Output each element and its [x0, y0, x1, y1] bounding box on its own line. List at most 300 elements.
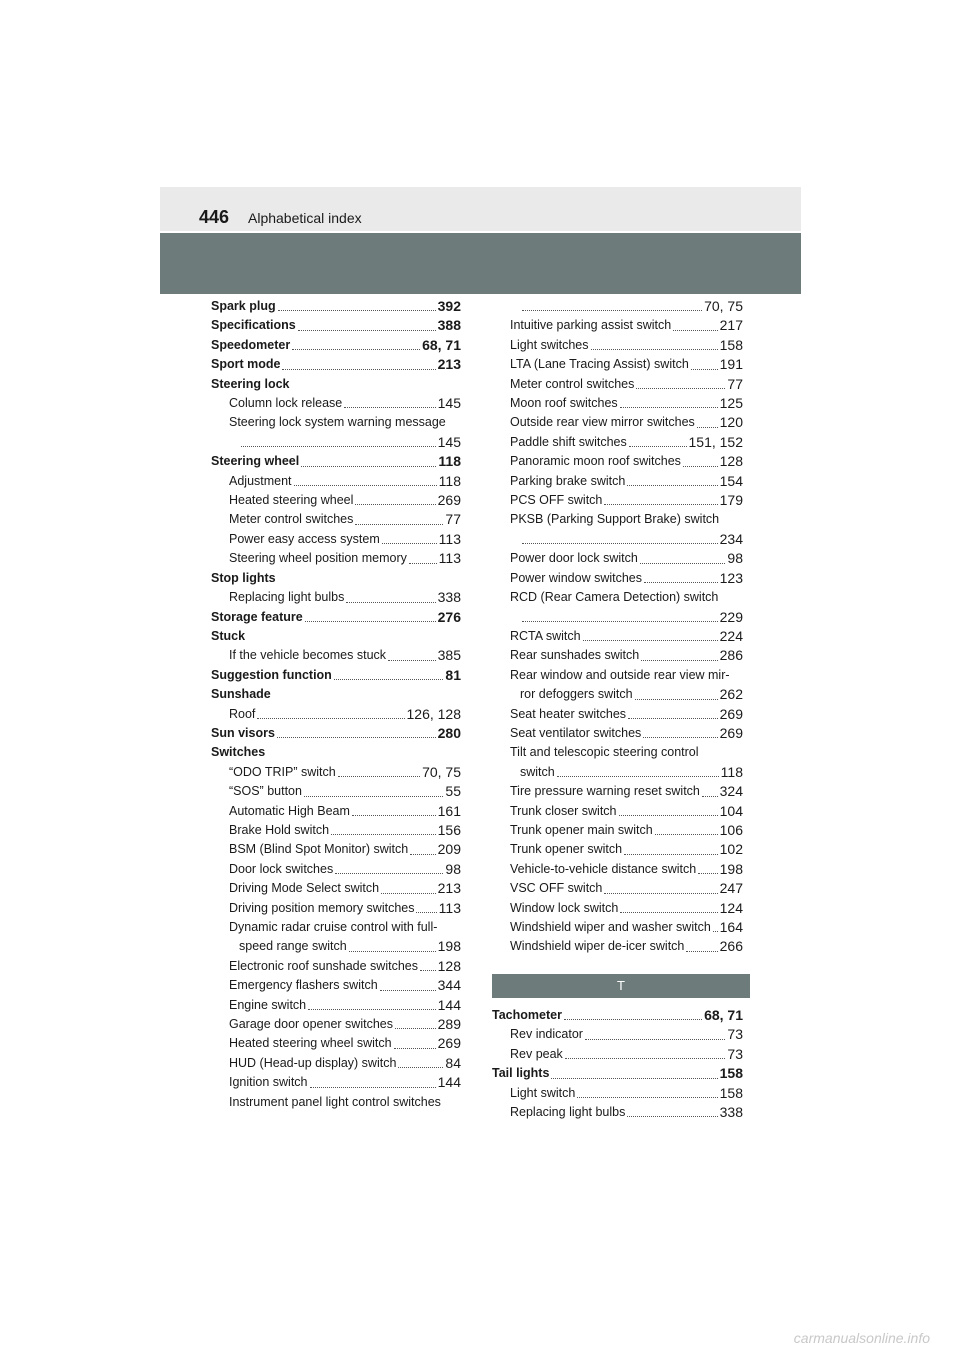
entry-term: PCS OFF switch — [510, 493, 603, 508]
dot-leader — [643, 737, 717, 738]
entry-term: Driving Mode Select switch — [229, 881, 380, 896]
entry-term: Heated steering wheel switch — [229, 1036, 392, 1051]
dot-leader — [301, 466, 436, 467]
entry-term: Meter control switches — [510, 376, 635, 391]
entry-term: Sunshade — [211, 687, 271, 702]
dot-leader — [577, 1097, 717, 1098]
entry-term: Speedometer — [211, 337, 291, 352]
entry-page-link[interactable]: 125 — [719, 395, 743, 412]
entry-page-link[interactable]: 269 — [437, 1035, 461, 1052]
entry-term: Rev indicator — [510, 1027, 583, 1042]
entry-term: speed range switch — [239, 939, 347, 954]
index-entry — [492, 763, 743, 782]
entry-term: Engine switch — [229, 997, 307, 1012]
entry-term: Power window switches — [510, 570, 642, 585]
index-entry — [492, 316, 743, 335]
index-entry — [492, 743, 743, 762]
entry-term: PKSB (Parking Support Brake) switch — [510, 512, 720, 527]
entry-page-link[interactable]: 77 — [727, 375, 743, 392]
entry-page-link[interactable]: 113 — [438, 530, 461, 547]
index-entry — [492, 472, 743, 491]
entry-page-link[interactable]: 164 — [719, 919, 743, 935]
entry-page-link[interactable]: 102 — [719, 841, 743, 858]
entry-page-link[interactable]: 388 — [437, 317, 461, 334]
entry-term: Heated steering wheel — [229, 493, 354, 508]
entry-term: Tilt and telescopic steering control — [510, 745, 699, 760]
entry-page-link[interactable]: 344 — [437, 977, 461, 994]
entry-page-link[interactable]: 144 — [437, 996, 461, 1013]
entry-term: Tail lights — [492, 1066, 550, 1081]
entry-page-link[interactable]: 77 — [445, 511, 461, 528]
dot-leader — [292, 349, 420, 350]
entry-page-link[interactable]: 234 — [719, 530, 743, 547]
dot-leader — [697, 427, 718, 428]
entry-term: Windshield wiper de-icer switch — [510, 939, 685, 954]
dot-leader — [331, 834, 436, 835]
entry-page-link[interactable]: 118 — [720, 763, 743, 780]
dot-leader — [522, 310, 702, 311]
entry-term: Door lock switches — [229, 861, 334, 876]
entry-page-link[interactable]: 266 — [719, 938, 743, 955]
index-entry — [492, 355, 743, 374]
index-entry — [492, 530, 743, 549]
index-entry — [211, 413, 461, 432]
entry-term: Stop lights — [211, 570, 276, 585]
entry-term: Power easy access system — [229, 531, 380, 546]
entry-term: RCD (Rear Camera Detection) switch — [510, 590, 719, 605]
index-entry — [492, 782, 743, 801]
index-entry — [492, 879, 743, 898]
entry-term: Windshield wiper and washer switch — [510, 920, 711, 934]
entry-term: Emergency flashers switch — [229, 978, 378, 993]
entry-term: If the vehicle becomes stuck — [229, 648, 387, 663]
entry-term: Roof — [229, 706, 256, 721]
index-entry — [492, 899, 743, 918]
index-entry — [211, 763, 461, 782]
dot-leader — [420, 970, 436, 971]
entry-term: Trunk closer switch — [510, 803, 617, 818]
dot-leader — [278, 310, 436, 311]
entry-page-link[interactable]: 262 — [719, 686, 743, 703]
index-right-column — [492, 297, 743, 957]
index-entry — [211, 569, 461, 588]
entry-page-link[interactable]: 113 — [438, 899, 461, 916]
dot-leader — [604, 893, 717, 894]
entry-page-link[interactable]: 156 — [437, 821, 461, 838]
index-entry — [492, 588, 743, 607]
entry-term: BSM (Blind Spot Monitor) switch — [229, 842, 409, 857]
entry-page-link[interactable]: 338 — [719, 1104, 743, 1121]
entry-page-link[interactable]: 73 — [727, 1045, 743, 1062]
entry-term: Steering wheel position memory — [229, 551, 407, 566]
index-entry — [211, 666, 461, 685]
index-entry — [211, 937, 461, 956]
entry-term: Window lock switch — [510, 900, 619, 915]
page-number: 446 — [199, 207, 230, 227]
index-entry — [211, 627, 461, 646]
index-entry — [211, 375, 461, 394]
entry-term: VSC OFF switch — [510, 881, 603, 896]
index-entry — [211, 608, 461, 627]
index-entry — [492, 1006, 743, 1025]
entry-term: Intuitive parking assist switch — [510, 318, 672, 333]
index-entry — [211, 1093, 461, 1112]
entry-page-link[interactable]: 154 — [719, 472, 743, 489]
entry-page-link[interactable]: 126, 128 — [406, 705, 461, 722]
index-entry — [492, 724, 743, 743]
dot-leader — [591, 349, 718, 350]
dot-leader — [636, 388, 725, 389]
index-entry — [492, 608, 743, 627]
dot-leader — [565, 1058, 726, 1059]
entry-term: Suggestion function — [211, 667, 332, 682]
index-entry — [211, 452, 461, 471]
entry-term: Seat ventilator switches — [510, 725, 642, 740]
dot-leader — [388, 660, 436, 661]
entry-page-link[interactable]: 280 — [437, 724, 461, 741]
index-entry — [492, 549, 743, 568]
entry-term: Adjustment — [229, 473, 292, 488]
index-entry — [211, 976, 461, 995]
dot-leader — [305, 621, 436, 622]
index-entry — [211, 840, 461, 859]
dot-leader — [564, 1019, 702, 1020]
entry-page-link[interactable]: 385 — [437, 647, 461, 664]
entry-term: Storage feature — [211, 609, 303, 624]
entry-page-link[interactable]: 70, 75 — [422, 763, 461, 780]
entry-page-link[interactable]: 104 — [719, 802, 743, 819]
dot-leader — [641, 660, 717, 661]
dot-leader — [627, 1116, 717, 1117]
dot-leader — [683, 466, 718, 467]
entry-term: Sun visors — [211, 725, 275, 740]
entry-term: Brake Hold switch — [229, 822, 330, 837]
index-entry — [492, 802, 743, 821]
entry-page-link[interactable]: 198 — [719, 860, 743, 877]
entry-term: Panoramic moon roof switches — [510, 454, 681, 469]
dot-leader — [713, 931, 718, 932]
index-t-section — [492, 1006, 743, 1122]
entry-term: Seat heater switches — [510, 706, 627, 721]
dot-leader — [702, 796, 718, 797]
dot-leader — [241, 446, 436, 447]
dot-leader — [277, 737, 436, 738]
index-entry — [492, 937, 743, 956]
index-entry — [492, 666, 743, 685]
dot-leader — [282, 369, 435, 370]
entry-term: Power door lock switch — [510, 551, 638, 566]
dot-leader — [620, 407, 718, 408]
index-entry — [211, 1034, 461, 1053]
entry-page-link[interactable]: 151, 152 — [688, 433, 743, 450]
index-entry — [492, 375, 743, 394]
entry-page-link[interactable]: 98 — [727, 550, 743, 567]
index-entry — [492, 297, 743, 316]
entry-page-link[interactable]: 286 — [719, 647, 743, 664]
entry-page-link[interactable]: 276 — [437, 608, 461, 625]
entry-term: Light switches — [510, 337, 589, 352]
index-entry — [492, 821, 743, 840]
watermark: carmanualsonline.info — [793, 1330, 930, 1346]
entry-page-link[interactable]: 128 — [719, 453, 743, 470]
dot-leader — [298, 330, 436, 331]
entry-term: Replacing light bulbs — [229, 590, 345, 605]
dot-leader — [394, 1048, 436, 1049]
dot-leader — [585, 1039, 725, 1040]
entry-term: Outside rear view mirror switches — [510, 415, 695, 430]
index-entry — [492, 1103, 743, 1122]
index-entry — [492, 860, 743, 879]
entry-term: Tachometer — [492, 1008, 562, 1022]
index-entry — [211, 743, 461, 762]
entry-term: Automatic High Beam — [229, 803, 350, 818]
entry-term: Garage door opener switches — [229, 1017, 393, 1032]
index-entry — [492, 705, 743, 724]
dot-leader — [604, 504, 717, 505]
entry-term: Rear sunshades switch — [510, 648, 640, 663]
index-entry — [211, 1054, 461, 1073]
index-entry — [211, 918, 461, 937]
entry-term: Steering lock — [211, 376, 290, 391]
index-entry — [492, 569, 743, 588]
dot-leader — [257, 718, 404, 719]
index-entry — [492, 510, 743, 529]
dot-leader — [349, 951, 436, 952]
index-entry — [492, 840, 743, 859]
entry-page-link[interactable]: 161 — [437, 802, 461, 819]
index-entry — [211, 705, 461, 724]
dot-leader — [619, 815, 718, 816]
entry-page-link[interactable]: 158 — [719, 336, 743, 353]
letter-heading-t: T — [492, 974, 750, 998]
entry-page-link[interactable]: 106 — [719, 821, 743, 838]
index-entry — [211, 316, 461, 335]
index-entry — [492, 627, 743, 646]
dot-leader — [691, 369, 718, 370]
index-entry — [211, 860, 461, 879]
dot-leader — [310, 1087, 436, 1088]
dot-leader — [698, 873, 717, 874]
entry-term: Steering lock system warning message — [229, 415, 446, 430]
entry-page-link[interactable]: 229 — [719, 608, 743, 625]
dot-leader — [338, 776, 420, 777]
dot-leader — [673, 330, 717, 331]
index-entry — [492, 394, 743, 413]
dot-leader — [344, 407, 435, 408]
entry-term: Driving position memory switches — [229, 900, 415, 915]
entry-term: Instrument panel light control switches — [229, 1094, 441, 1109]
index-entry — [211, 588, 461, 607]
dot-leader — [335, 873, 443, 874]
entry-term: HUD (Head-up display) switch — [229, 1055, 397, 1070]
index-entry — [211, 336, 461, 355]
entry-page-link[interactable]: 118 — [438, 453, 461, 470]
index-entry — [211, 821, 461, 840]
dot-leader — [346, 602, 435, 603]
entry-term: Steering wheel — [211, 454, 300, 469]
entry-page-link[interactable]: 269 — [437, 492, 461, 509]
entry-page-link[interactable]: 179 — [719, 492, 743, 509]
entry-page-link[interactable]: 158 — [719, 1065, 743, 1082]
entry-page-link[interactable]: 84 — [445, 1054, 461, 1071]
dot-leader — [334, 679, 444, 680]
entry-term: Light switch — [510, 1085, 576, 1100]
index-entry — [211, 549, 461, 568]
entry-term: Trunk opener switch — [510, 842, 623, 857]
entry-page-link[interactable]: 158 — [719, 1084, 743, 1101]
entry-page-link[interactable]: 55 — [445, 783, 461, 800]
entry-term: LTA (Lane Tracing Assist) switch — [510, 357, 689, 372]
entry-term: Sport mode — [211, 357, 281, 372]
entry-term: Dynamic radar cruise control with full- — [229, 920, 438, 934]
index-entry — [492, 1064, 743, 1083]
entry-page-link[interactable]: 81 — [445, 666, 461, 683]
index-entry — [492, 336, 743, 355]
dot-leader — [381, 893, 436, 894]
index-entry — [492, 452, 743, 471]
entry-page-link[interactable]: 213 — [437, 880, 461, 897]
entry-page-link[interactable]: 145 — [437, 433, 461, 450]
entry-term: “ODO TRIP” switch — [229, 764, 336, 779]
dot-leader — [380, 990, 436, 991]
dot-leader — [416, 912, 436, 913]
entry-term: Trunk opener main switch — [510, 822, 653, 837]
index-entry — [211, 782, 461, 801]
index-entry — [492, 433, 743, 452]
entry-term: Paddle shift switches — [510, 434, 627, 449]
dot-leader — [551, 1078, 717, 1079]
index-entry — [211, 510, 461, 529]
dot-leader — [655, 834, 718, 835]
entry-term: Electronic roof sunshade switches — [229, 958, 418, 973]
index-entry — [492, 1025, 743, 1044]
dot-leader — [398, 1067, 443, 1068]
index-left-column — [211, 297, 461, 1112]
dot-leader — [308, 1009, 436, 1010]
entry-page-link[interactable]: 73 — [727, 1026, 743, 1043]
index-entry — [211, 394, 461, 413]
entry-term: switch — [520, 764, 555, 779]
dot-leader — [294, 485, 437, 486]
entry-page-link[interactable]: 68, 71 — [704, 1007, 743, 1023]
entry-page-link[interactable]: 144 — [437, 1074, 461, 1091]
section-title: Alphabetical index — [248, 210, 362, 226]
entry-term: Moon roof switches — [510, 396, 618, 411]
dot-leader — [522, 543, 718, 544]
index-entry — [492, 1045, 743, 1064]
index-entry — [211, 297, 461, 316]
index-entry — [211, 996, 461, 1015]
index-entry — [492, 413, 743, 432]
entry-page-link[interactable]: 128 — [437, 957, 461, 974]
entry-term: Rev peak — [510, 1046, 563, 1061]
entry-page-link[interactable]: 213 — [437, 356, 461, 373]
dot-leader — [355, 524, 443, 525]
header-dark-band — [160, 233, 801, 294]
index-entry — [211, 802, 461, 821]
index-entry — [211, 355, 461, 374]
entry-term: Parking brake switch — [510, 473, 626, 488]
entry-term: Spark plug — [211, 299, 276, 313]
index-entry — [211, 530, 461, 549]
dot-leader — [627, 485, 717, 486]
index-entry — [211, 724, 461, 743]
index-entry — [211, 1073, 461, 1092]
entry-term: Meter control switches — [229, 512, 354, 527]
entry-page-link[interactable]: 217 — [719, 317, 743, 334]
index-entry — [211, 899, 461, 918]
dot-leader — [583, 640, 718, 641]
entry-page-link[interactable]: 269 — [719, 705, 743, 722]
entry-term: Stuck — [211, 628, 246, 643]
index-entry — [492, 918, 743, 937]
index-entry — [211, 646, 461, 665]
dot-leader — [355, 504, 435, 505]
dot-leader — [635, 699, 718, 700]
entry-page-link[interactable]: 120 — [719, 414, 743, 431]
entry-term: Switches — [211, 745, 266, 760]
dot-leader — [382, 543, 437, 544]
index-entry — [492, 1084, 743, 1103]
entry-page-link[interactable]: 145 — [437, 395, 461, 412]
dot-leader — [522, 621, 718, 622]
entry-term: ror defoggers switch — [520, 687, 633, 702]
entry-term: Vehicle-to-vehicle distance switch — [510, 861, 697, 876]
index-entry — [211, 433, 461, 452]
dot-leader — [395, 1028, 436, 1029]
dot-leader — [352, 815, 436, 816]
entry-page-link[interactable]: 338 — [437, 589, 461, 606]
entry-page-link[interactable]: 198 — [437, 938, 461, 955]
entry-page-link[interactable]: 124 — [719, 899, 743, 916]
index-entry — [211, 491, 461, 510]
dot-leader — [409, 563, 437, 564]
entry-term: RCTA switch — [510, 628, 581, 643]
entry-page-link[interactable]: 68, 71 — [422, 336, 461, 353]
dot-leader — [629, 446, 687, 447]
entry-page-link[interactable]: 289 — [437, 1016, 461, 1033]
entry-page-link[interactable]: 224 — [719, 627, 743, 644]
entry-page-link[interactable]: 191 — [719, 356, 743, 373]
index-entry — [211, 879, 461, 898]
entry-page-link[interactable]: 324 — [719, 783, 743, 800]
entry-page-link[interactable]: 70, 75 — [704, 298, 743, 314]
index-entry — [211, 1015, 461, 1034]
entry-term: Tire pressure warning reset switch — [510, 784, 700, 799]
entry-page-link[interactable]: 118 — [438, 472, 461, 489]
entry-page-link[interactable]: 269 — [719, 724, 743, 741]
dot-leader — [624, 854, 718, 855]
entry-term: Rear window and outside rear view mir- — [510, 667, 730, 682]
entry-page-link[interactable]: 392 — [437, 298, 461, 314]
index-entry — [492, 646, 743, 665]
entry-page-link[interactable]: 98 — [445, 860, 461, 877]
entry-term: “SOS” button — [229, 784, 302, 799]
entry-page-link[interactable]: 113 — [438, 550, 461, 567]
dot-leader — [620, 912, 717, 913]
entry-page-link[interactable]: 123 — [719, 569, 743, 586]
dot-leader — [410, 854, 435, 855]
entry-page-link[interactable]: 209 — [437, 841, 461, 858]
index-entry — [211, 957, 461, 976]
dot-leader — [557, 776, 719, 777]
entry-page-link[interactable]: 247 — [719, 880, 743, 897]
entry-term: Column lock release — [229, 396, 343, 411]
index-entry — [211, 472, 461, 491]
dot-leader — [628, 718, 718, 719]
dot-leader — [686, 951, 717, 952]
entry-term: Replacing light bulbs — [510, 1105, 626, 1120]
